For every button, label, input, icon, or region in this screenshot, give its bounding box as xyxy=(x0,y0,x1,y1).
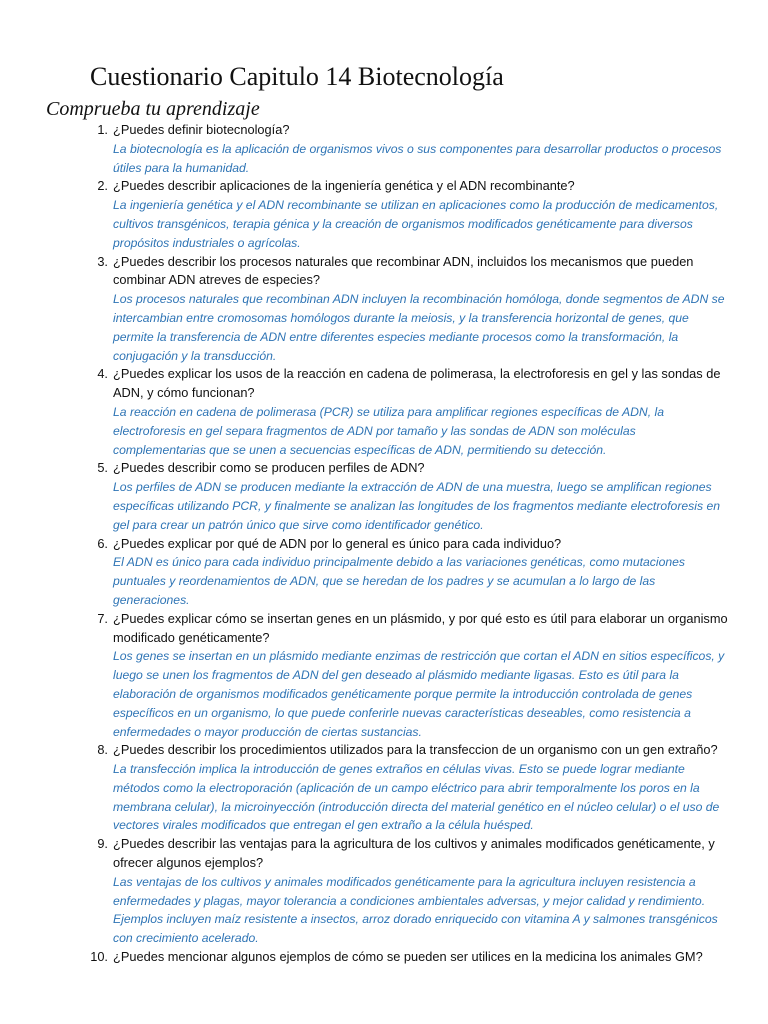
question-text: ¿Puedes mencionar algunos ejemplos de cómo se pueden ser utilices en la medicina los animales GM? xyxy=(113,949,703,965)
question-text: ¿Puedes describir los procedimientos utilizados para la transfeccion de un organismo con un gen extraño? xyxy=(113,742,718,758)
question-text: ¿Puedes describir aplicaciones de la ingeniería genética y el ADN recombinante? xyxy=(113,178,575,194)
answer-text: Los procesos naturales que recombinan ADN incluyen la recombinación homóloga, donde segmentos de ADN se intercambian entre cromosomas homólogos durante la meiosis, y la transferencia horizontal de genes, que permite la transferencia de ADN entre diferentes especies mediante procesos como la transformación, la conjugación y la transducción. xyxy=(113,292,725,363)
question-item-4 xyxy=(88,365,728,459)
answer-text: El ADN es único para cada individuo principalmente debido a las variaciones genéticas, como mutaciones puntuales y reordenamientos de ADN, que se heredan de los padres y se acumulan a lo largo de las generaciones. xyxy=(113,555,686,607)
question-number: 1. xyxy=(97,122,108,137)
question-number: 10. xyxy=(90,949,108,965)
answer-text: La transfección implica la introducción de genes extraños en células vivas. Esto se puede lograr mediante métodos como la electroporación (aplicación de un campo eléctrico para abrir temporalmente los poros en la membrana celular), la microinyección (introducción directa del material genético en el núcleo celular) o el uso de vectores virales modificados que entregan el gen extraño a la célula huésped. xyxy=(113,762,720,833)
question-item-3 xyxy=(88,253,728,366)
question-text: ¿Puedes definir biotecnología? xyxy=(113,122,290,137)
question-number: 3. xyxy=(97,253,108,269)
answer-text: Los genes se insertan en un plásmido mediante enzimas de restricción que cortan el ADN en sitios específicos, y luego se unen los fragmentos de ADN del gen deseado al plásmido mediante ligasas. Esto es útil para la elaboración de organismos modificados genéticamente porque permite la introducción controlada de genes específicos en un organismo, lo que puede conferirle nuevas características deseables, como resistencia a enfermedades o mayor producción de ciertas sustancias. xyxy=(113,649,725,739)
question-item-6 xyxy=(88,535,728,610)
question-item-10 xyxy=(88,948,728,967)
question-number: 2. xyxy=(97,178,108,194)
question-text: ¿Puedes explicar los usos de la reacción en cadena de polimerasa, la electroforesis en gel y las sondas de ADN, y cómo funcionan? xyxy=(113,366,721,401)
question-list xyxy=(88,121,728,967)
question-number: 7. xyxy=(97,610,108,626)
answer-text: La biotecnología es la aplicación de organismos vivos o sus componentes para desarrollar productos o procesos útiles para la humanidad. xyxy=(113,141,722,175)
question-item-7 xyxy=(88,610,728,742)
document-title: Cuestionario Capitulo 14 Biotecnología xyxy=(90,62,504,91)
answer-text: Los perfiles de ADN se producen mediante la extracción de ADN de una muestra, luego se amplifican regiones específicas utilizando PCR, y finalmente se analizan las longitudes de los fragmentos mediante electroforesis en gel para crear un patrón único que sirve como identificador genético. xyxy=(113,480,720,532)
answer-text: La ingeniería genética y el ADN recombinante se utilizan en aplicaciones como la producción de medicamentos, cultivos transgénicos, terapia génica y la creación de organismos modificados genéticamente para diversos propósitos industriales o agrícolas. xyxy=(113,198,719,250)
answer-text: La reacción en cadena de polimerasa (PCR) se utiliza para amplificar regiones específicas de ADN, la electroforesis en gel separa fragmentos de ADN por tamaño y las sondas de ADN son moléculas complementarias que se unen a secuencias específicas de ADN, permitiendo su detección. xyxy=(113,404,664,457)
question-item-8 xyxy=(88,741,728,835)
question-number: 9. xyxy=(97,836,108,852)
question-item-1 xyxy=(88,121,728,177)
question-text: ¿Puedes describir como se producen perfiles de ADN? xyxy=(113,460,425,476)
section-subtitle: Comprueba tu aprendizaje xyxy=(46,98,260,120)
question-text: ¿Puedes describir los procesos naturales que recombinar ADN, incluidos los mecanismos que pueden combinar ADN atreves de especies? xyxy=(113,253,694,288)
question-number: 5. xyxy=(97,460,108,476)
question-number: 4. xyxy=(97,366,108,382)
question-text: ¿Puedes explicar por qué de ADN por lo general es único para cada individuo? xyxy=(113,535,562,551)
question-number: 8. xyxy=(97,742,108,758)
question-item-5 xyxy=(88,459,728,534)
question-item-9 xyxy=(88,835,728,948)
question-item-2 xyxy=(88,177,728,252)
question-text: ¿Puedes explicar cómo se insertan genes en un plásmido, y por qué esto es útil para elaborar un organismo modificado genéticamente? xyxy=(113,610,728,645)
question-number: 6. xyxy=(97,535,108,551)
answer-text: Las ventajas de los cultivos y animales modificados genéticamente para la agricultura incluyen resistencia a enfermedades y plagas, mayor tolerancia a condiciones ambientales adversas, y mejor calidad y rendimiento. Ejemplos incluyen maíz resistente a insectos, arroz dorado enriquecido con vitamina A y salmones transgénicos con crecimiento acelerado. xyxy=(113,874,718,946)
question-text: ¿Puedes describir las ventajas para la agricultura de los cultivos y animales modificados genéticamente, y ofrecer algunos ejemplos? xyxy=(113,836,715,871)
